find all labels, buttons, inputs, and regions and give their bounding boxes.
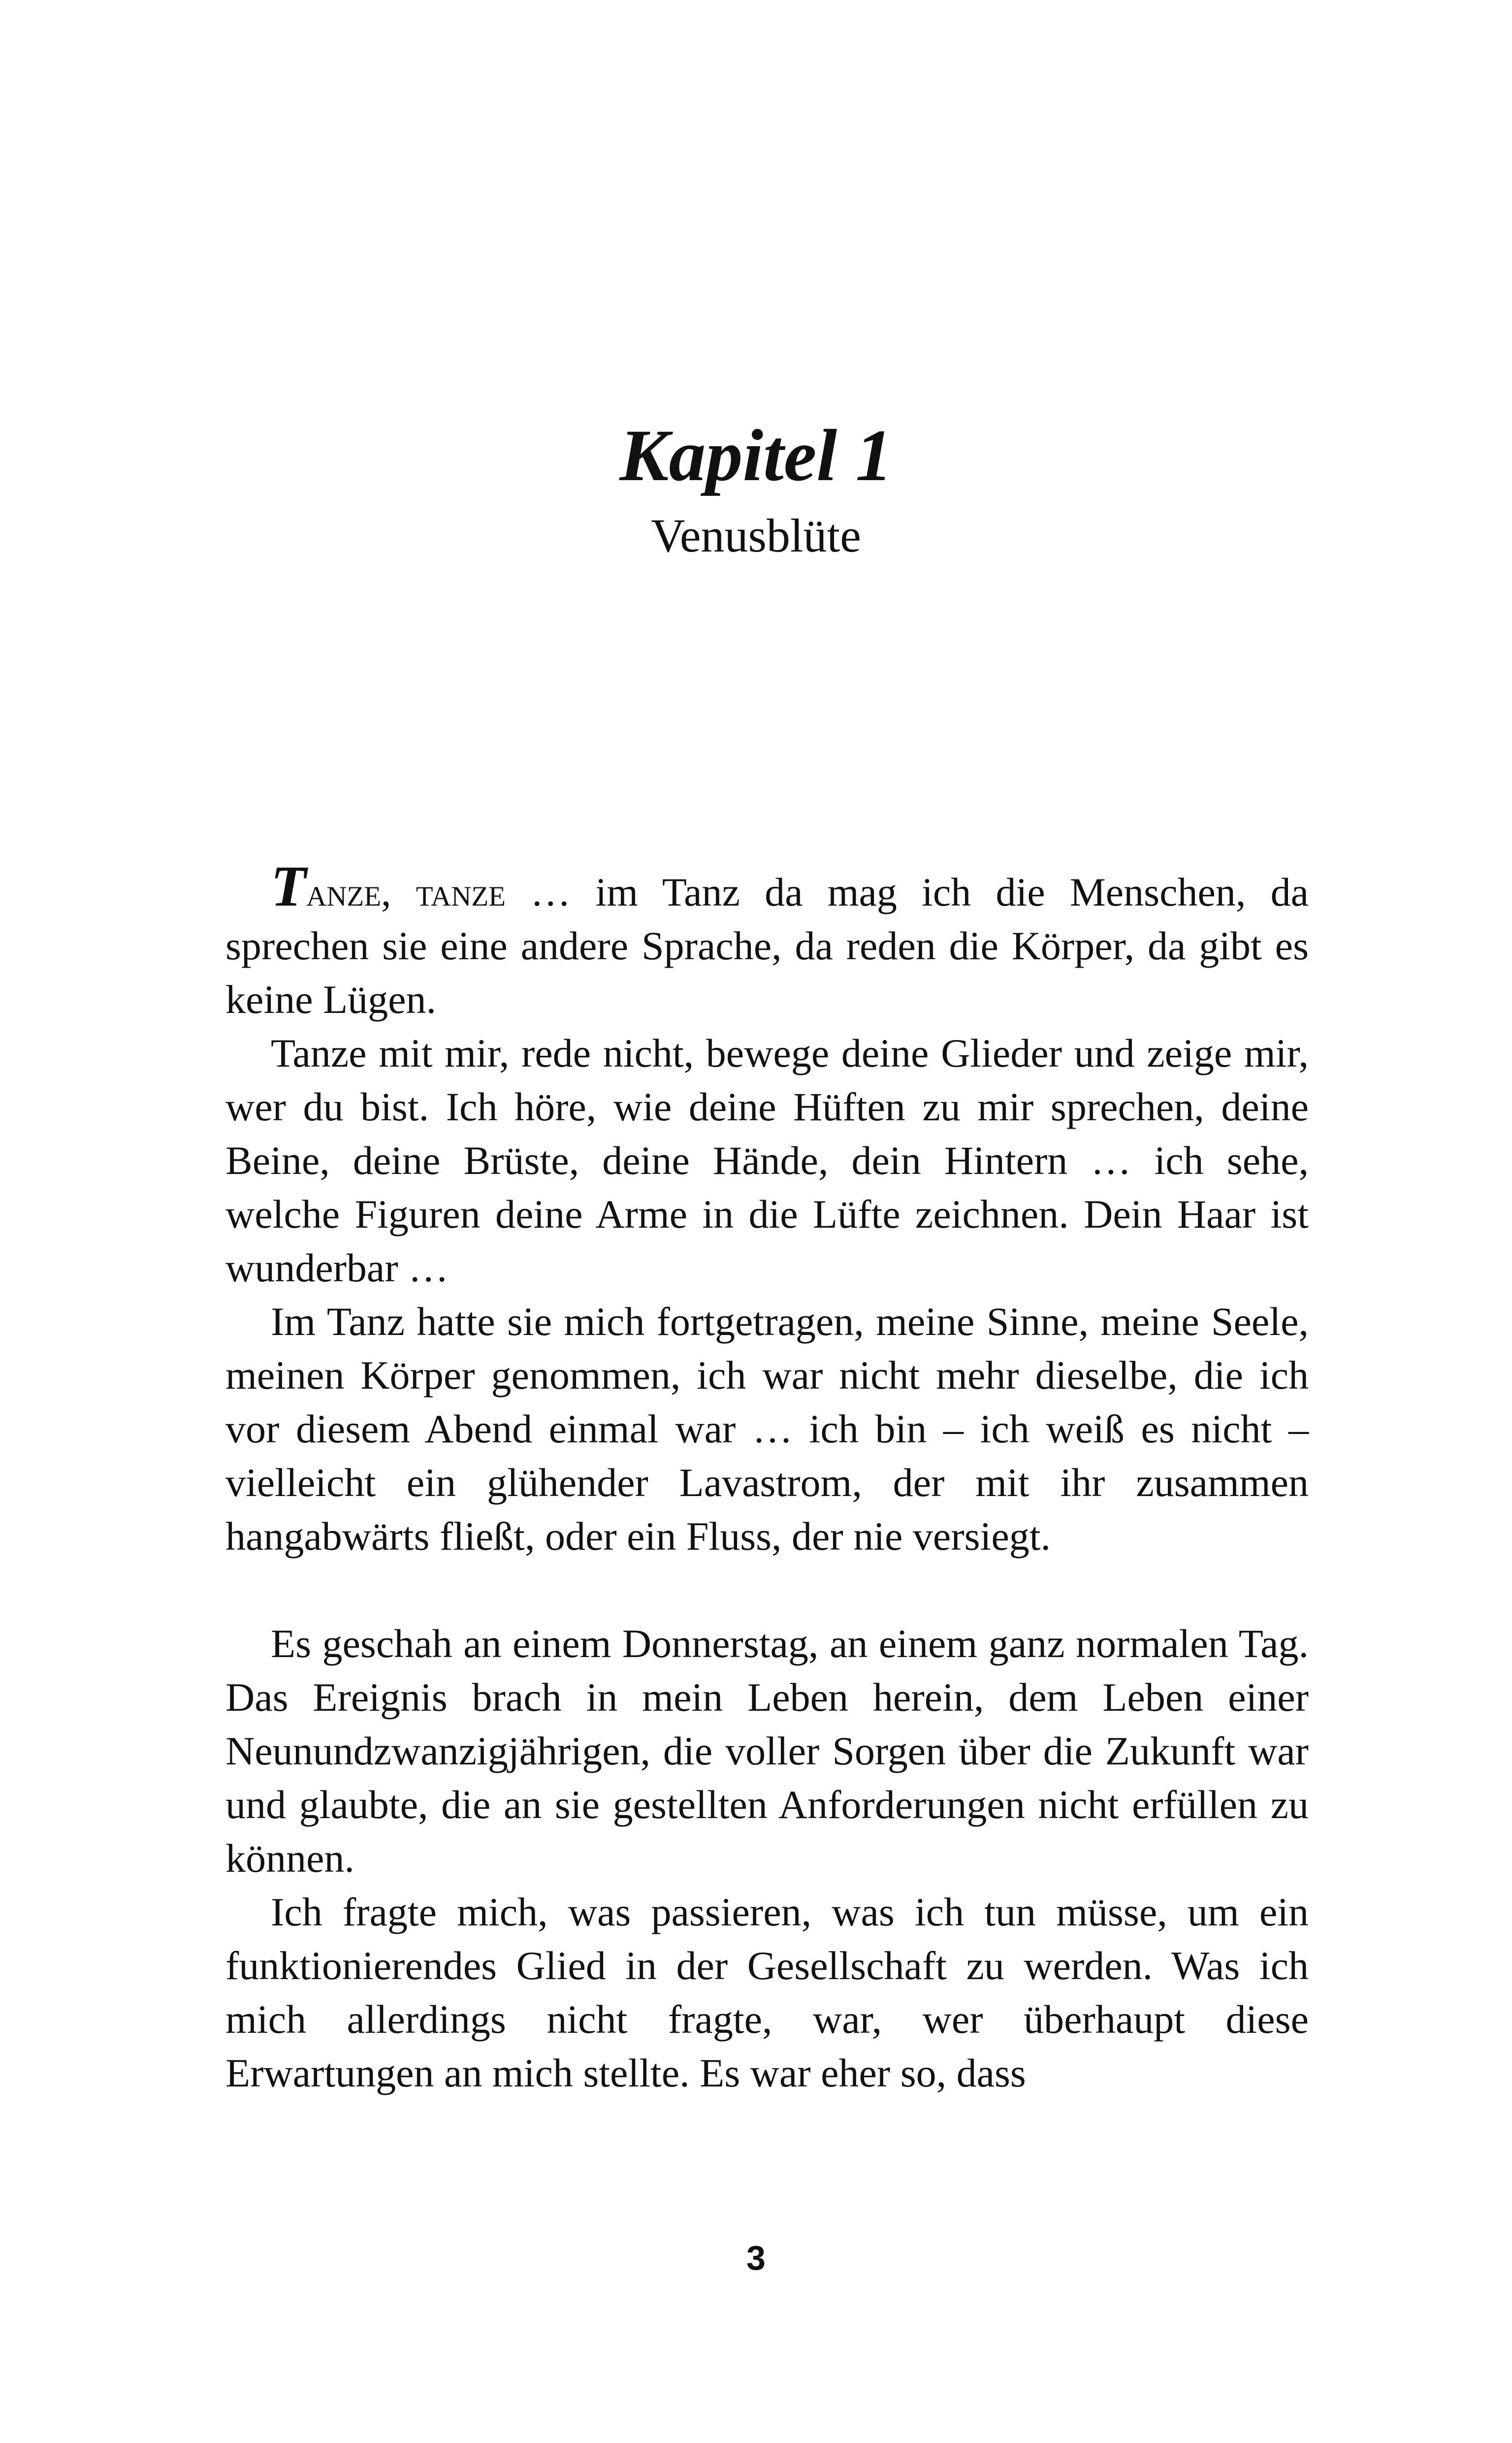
chapter-body xyxy=(225,854,1309,2100)
chapter-subtitle: Venusblüte xyxy=(651,509,861,562)
chapter-heading xyxy=(0,414,1512,565)
chapter-title: Kapitel 1 xyxy=(619,415,893,496)
paragraph-3: Im Tanz hatte sie mich fortgetragen, meine Sinne, meine Seele, meinen Körper genommen, ich war nicht mehr dieselbe, die ich vor diesem Abend einmal war … ich bin – ich weiß es nicht – vielleicht ein glühender Lavastrom, der mit ihr zusammen hangabwärts fließt, oder ein Fluss, der nie versiegt. xyxy=(225,1299,1309,1559)
page-number: 3 xyxy=(746,2239,766,2277)
section-break xyxy=(225,1563,1309,1617)
paragraph-5: Ich fragte mich, was passieren, was ich tun müsse, um ein funktionierendes Glied in der Gesellschaft zu werden. Was ich mich allerdings nicht fragte, war, wer überhaupt diese Erwartungen an mich stellte. Es war eher so, dass xyxy=(225,1889,1309,2095)
drop-cap: T xyxy=(271,854,307,918)
paragraph-1-text: … im Tanz da mag ich die Menschen, da sprechen sie eine andere Sprache, da reden die Körper, da gibt es keine Lügen. xyxy=(225,870,1309,1022)
paragraph-1 xyxy=(225,854,1309,1026)
opening-small-caps: anze, tanze xyxy=(306,870,506,914)
paragraph-4: Es geschah an einem Donnerstag, an einem ganz normalen Tag. Das Ereignis brach in mein Leben herein, dem Leben einer Neunundzwanzigjährigen, die voller Sorgen über die Zukunft war und glaubte, die an sie gestellten Anforderungen nicht erfüllen zu können. xyxy=(225,1621,1309,1881)
paragraph-2: Tanze mit mir, rede nicht, bewege deine Glieder und zeige mir, wer du bist. Ich höre, wie deine Hüften zu mir sprechen, deine Beine, deine Brüste, deine Hände, dein Hintern … ich sehe, welche Figuren deine Arme in die Lüfte zeichnen. Dein Haar ist wunderbar … xyxy=(225,1031,1309,1290)
